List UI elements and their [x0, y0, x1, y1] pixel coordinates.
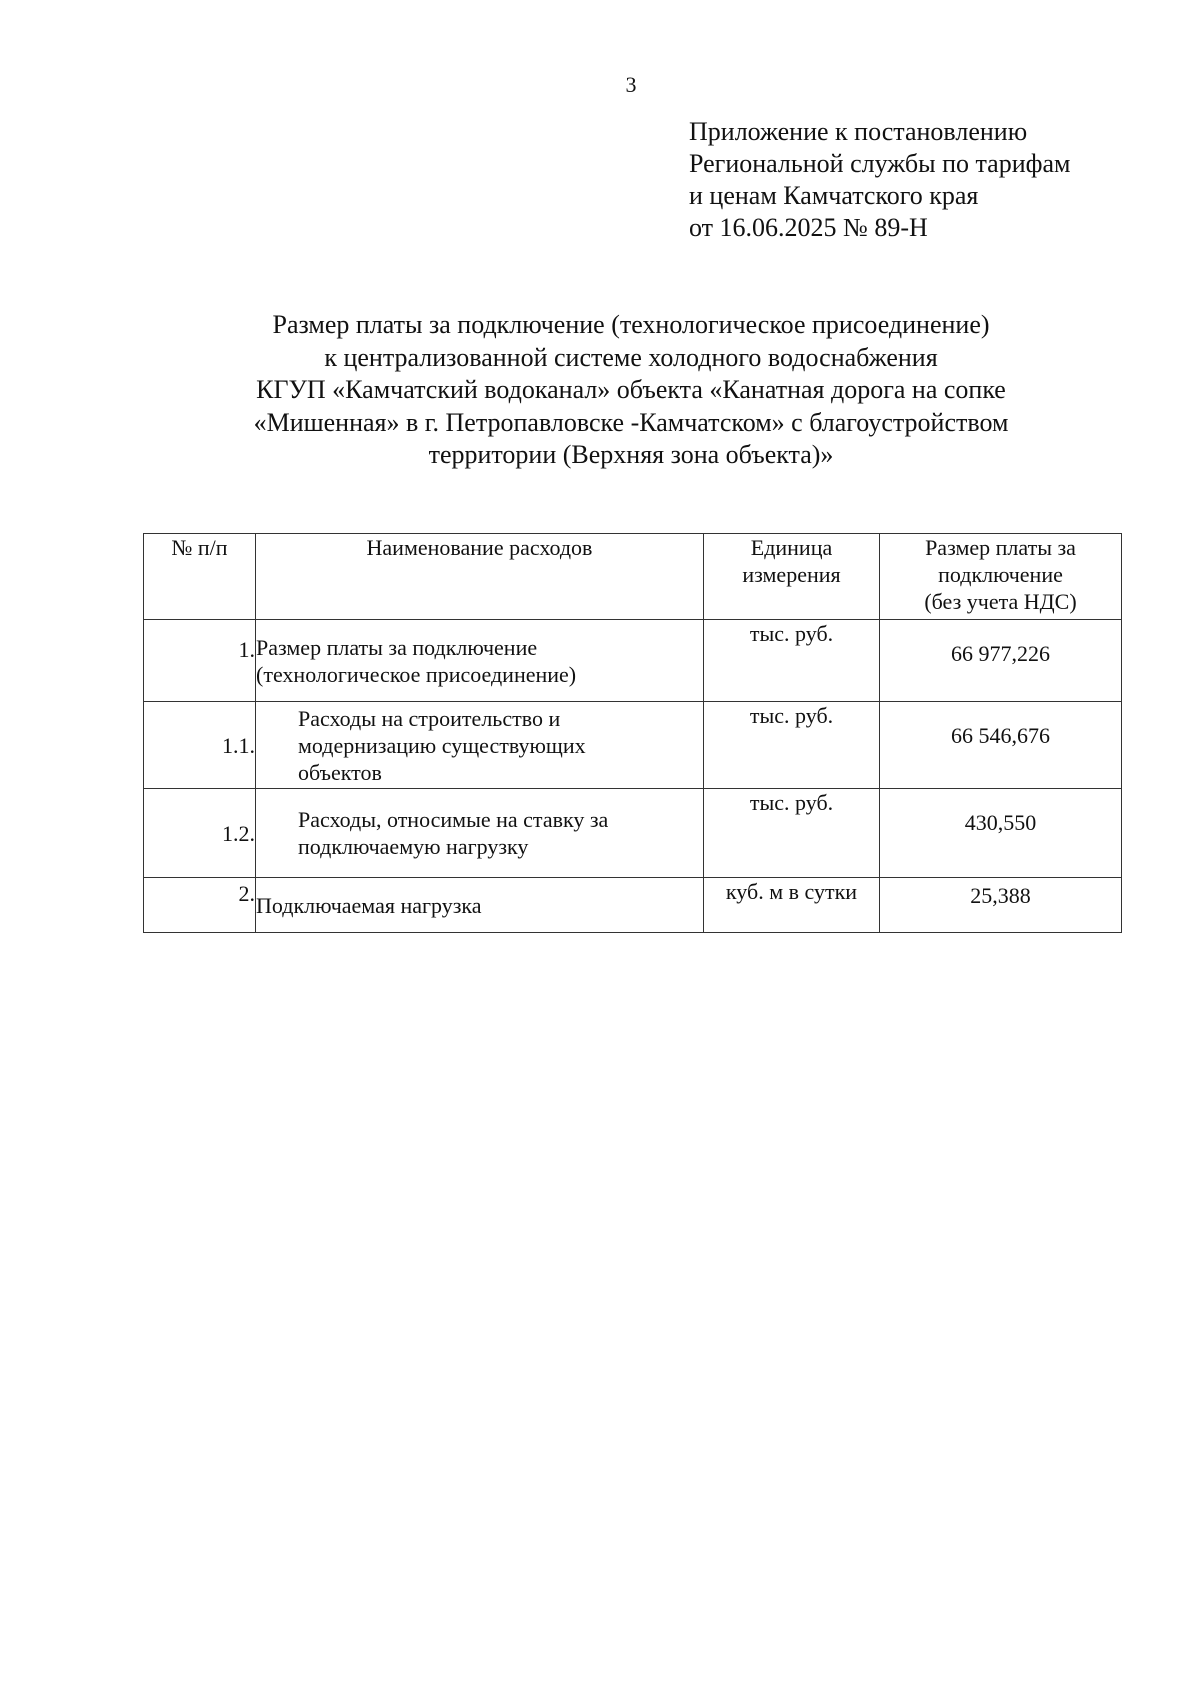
appendix-line: и ценам Камчатского края: [689, 181, 979, 210]
title-line: территории (Верхняя зона объекта)»: [428, 440, 834, 469]
row-name-line: (технологическое присоединение): [256, 662, 577, 687]
row-number: 1.: [144, 620, 256, 702]
title-line: КГУП «Камчатский водоканал» объекта «Канатная дорога на сопке: [256, 375, 1006, 404]
table-row: [144, 789, 1122, 878]
row-unit: куб. м в сутки: [704, 878, 880, 933]
row-unit: тыс. руб.: [704, 620, 880, 702]
row-fee-value: 66 546,676: [880, 702, 1122, 789]
header-expense-name: Наименование расходов: [256, 534, 704, 620]
row-unit: тыс. руб.: [704, 789, 880, 878]
row-expense-name: [256, 878, 704, 933]
header-fee: [880, 534, 1122, 620]
table-row: [144, 878, 1122, 933]
row-name-line: подключаемую нагрузку: [298, 834, 529, 859]
title-line: к централизованной системе холодного водоснабжения: [324, 342, 938, 372]
appendix-date-line: от 16.06.2025 № 89-Н: [689, 213, 928, 242]
appendix-line: Приложение к постановлению: [689, 117, 1028, 146]
row-number: 2.: [144, 878, 256, 933]
appendix-line: Региональной службы по тарифам: [689, 149, 1071, 178]
row-name-line: Расходы, относимые на ставку за: [298, 807, 609, 832]
header-fee-line: (без учета НДС): [924, 589, 1077, 614]
header-fee-line: Размер платы за: [925, 535, 1076, 560]
row-expense-name: [256, 620, 704, 702]
header-unit: [704, 534, 880, 620]
row-name-line: модернизацию существующих: [298, 733, 586, 758]
row-name-line: объектов: [298, 760, 382, 785]
table-header-row: [144, 534, 1122, 620]
row-name-line: Расходы на строительство и: [298, 706, 561, 731]
page-number: 3: [625, 72, 637, 97]
row-fee-value: 25,388: [880, 878, 1122, 933]
row-fee-value: 430,550: [880, 789, 1122, 878]
fees-table: [143, 533, 1122, 933]
row-unit: тыс. руб.: [704, 702, 880, 789]
row-expense-name: [256, 789, 704, 878]
row-fee-value: 66 977,226: [880, 620, 1122, 702]
row-name-line: Подключаемая нагрузка: [256, 892, 482, 918]
title-line: Размер платы за подключение (технологическое присоединение): [272, 310, 990, 339]
header-fee-line: подключение: [938, 562, 1063, 587]
table-row: [144, 702, 1122, 789]
title-line: «Мишенная» в г. Петропавловске -Камчатском» с благоустройством: [253, 407, 1009, 437]
row-expense-name: [256, 702, 704, 789]
header-unit-line: Единица: [750, 535, 833, 560]
row-name-line: Размер платы за подключение: [256, 635, 538, 660]
appendix-reference: [689, 116, 1070, 244]
row-number: 1.1.: [144, 702, 256, 789]
header-number: № п/п: [144, 534, 256, 620]
document-title: [0, 309, 1200, 472]
table-row: [144, 620, 1122, 702]
header-unit-line: измерения: [742, 562, 841, 587]
row-number: 1.2.: [144, 789, 256, 878]
